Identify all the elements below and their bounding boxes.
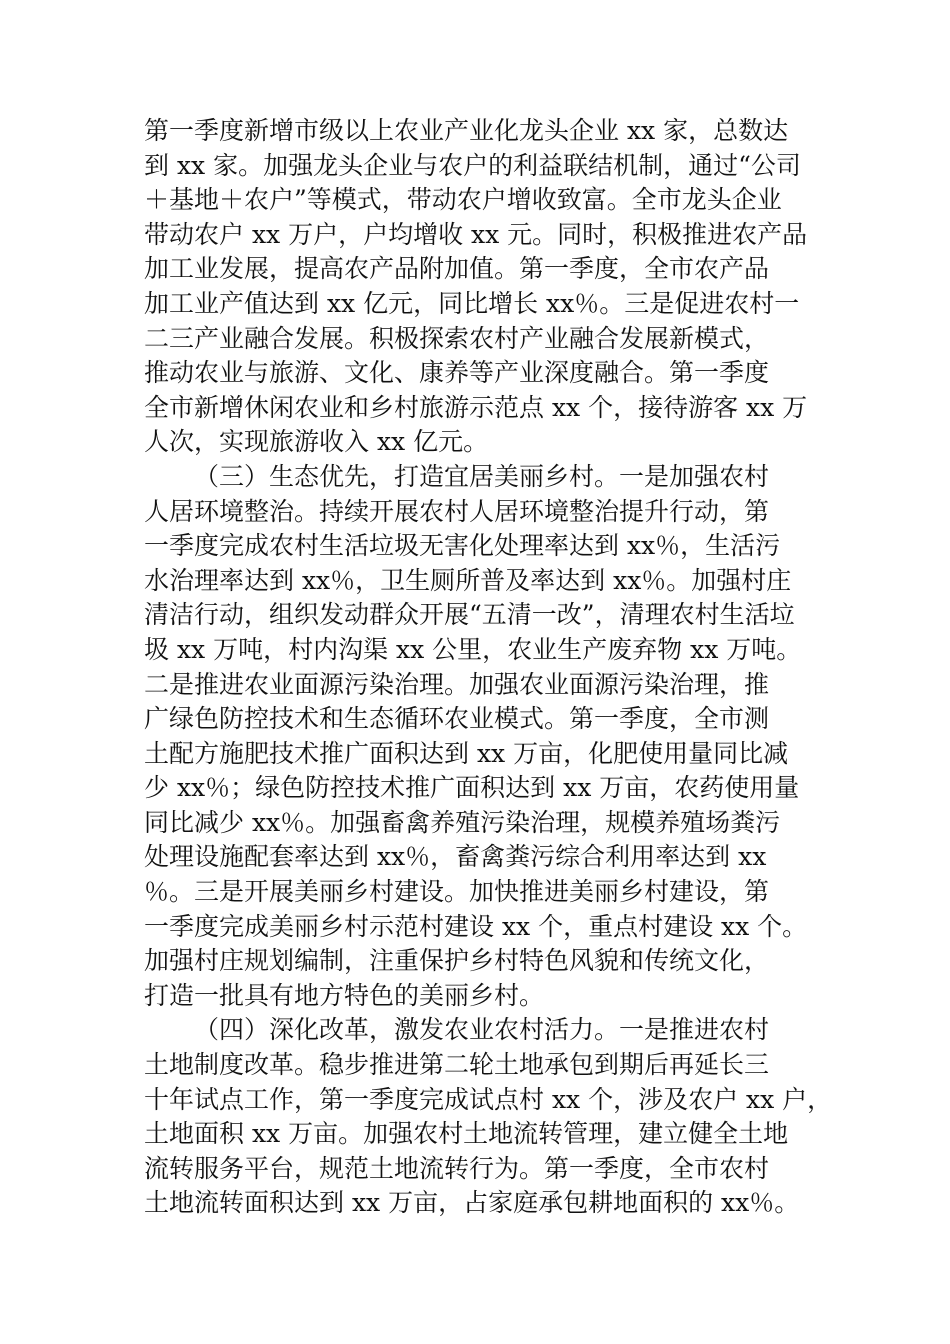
text-line: 二是推进农业面源污染治理。加强农业面源污染治理，推 [144, 669, 770, 699]
text-line: 圾 xx 万吨，村内沟渠 xx 公里，农业生产废弃物 xx 万吨。 [144, 634, 802, 664]
text-line: 清洁行动，组织发动群众开展“五清一改”，清理农村生活垃 [144, 600, 795, 630]
text-line: 推动农业与旅游、文化、康养等产业深度融合。第一季度 [144, 358, 770, 388]
text-line: ＋基地＋农户”等模式，带动农户增收致富。全市龙头企业 [144, 185, 782, 215]
text-line: 带动农户 xx 万户，户均增收 xx 元。同时，积极推进农产品 [144, 219, 808, 249]
text-line: 土配方施肥技术推广面积达到 xx 万亩，化肥使用量同比减 [144, 738, 789, 768]
text-line: 第一季度新增市级以上农业产业化龙头企业 xx 家，总数达 [144, 116, 789, 145]
text-line: 水治理率达到 xx％，卫生厕所普及率达到 xx％。加强村庄 [144, 565, 792, 595]
text-line: 同比减少 xx％。加强畜禽养殖污染治理，规模养殖场粪污 [144, 807, 781, 837]
text-line: 土地制度改革。稳步推进第二轮土地承包到期后再延长三 [144, 1050, 770, 1080]
text-line: 全市新增休闲农业和乡村旅游示范点 xx 个，接待游客 xx 万 [144, 392, 808, 422]
text-line: 打造一批具有地方特色的美丽乡村。 [144, 980, 545, 1010]
text-line: 广绿色防控技术和生态循环农业模式。第一季度，全市测 [144, 704, 770, 734]
text-line: 加工业发展，提高农产品附加值。第一季度，全市农产品 [144, 254, 770, 284]
text-line: 加强村庄规划编制，注重保护乡村特色风貌和传统文化， [144, 946, 770, 976]
text-line: 二三产业融合发展。积极探索农村产业融合发展新模式， [144, 323, 770, 353]
body-text [144, 114, 833, 1221]
section-heading-line: （四）深化改革，激发农业农村活力。一是推进农村 [194, 1015, 770, 1045]
text-line: 流转服务平台，规范土地流转行为。第一季度，全市农村 [144, 1153, 770, 1183]
text-line: 人次，实现旅游收入 xx 亿元。 [144, 427, 489, 457]
text-line: 一季度完成农村生活垃圾无害化处理率达到 xx％，生活污 [144, 531, 781, 561]
text-line: 一季度完成美丽乡村示范村建设 xx 个，重点村建设 xx 个。 [144, 911, 808, 941]
text-line: 人居环境整治。持续开展农村人居环境整治提升行动，第 [144, 496, 770, 526]
section-heading-line: （三）生态优先，打造宜居美丽乡村。一是加强农村 [194, 461, 770, 491]
text-line: 处理设施配套率达到 xx％，畜禽粪污综合利用率达到 xx [144, 842, 767, 872]
text-line: ％。三是开展美丽乡村建设。加快推进美丽乡村建设，第 [144, 877, 770, 907]
text-line: 少 xx％；绿色防控技术推广面积达到 xx 万亩，农药使用量 [144, 773, 800, 803]
text-line: 土地流转面积达到 xx 万亩，占家庭承包耕地面积的 xx％。 [144, 1188, 800, 1218]
text-line: 加工业产值达到 xx 亿元，同比增长 xx％。三是促进农村一 [144, 288, 800, 318]
text-line: 土地面积 xx 万亩。加强农村土地流转管理，建立健全土地 [144, 1119, 789, 1149]
text-line: 到 xx 家。加强龙头企业与农户的利益联结机制，通过“公司 [144, 150, 801, 180]
text-line: 十年试点工作，第一季度完成试点村 xx 个，涉及农户 xx 户， [144, 1084, 833, 1114]
